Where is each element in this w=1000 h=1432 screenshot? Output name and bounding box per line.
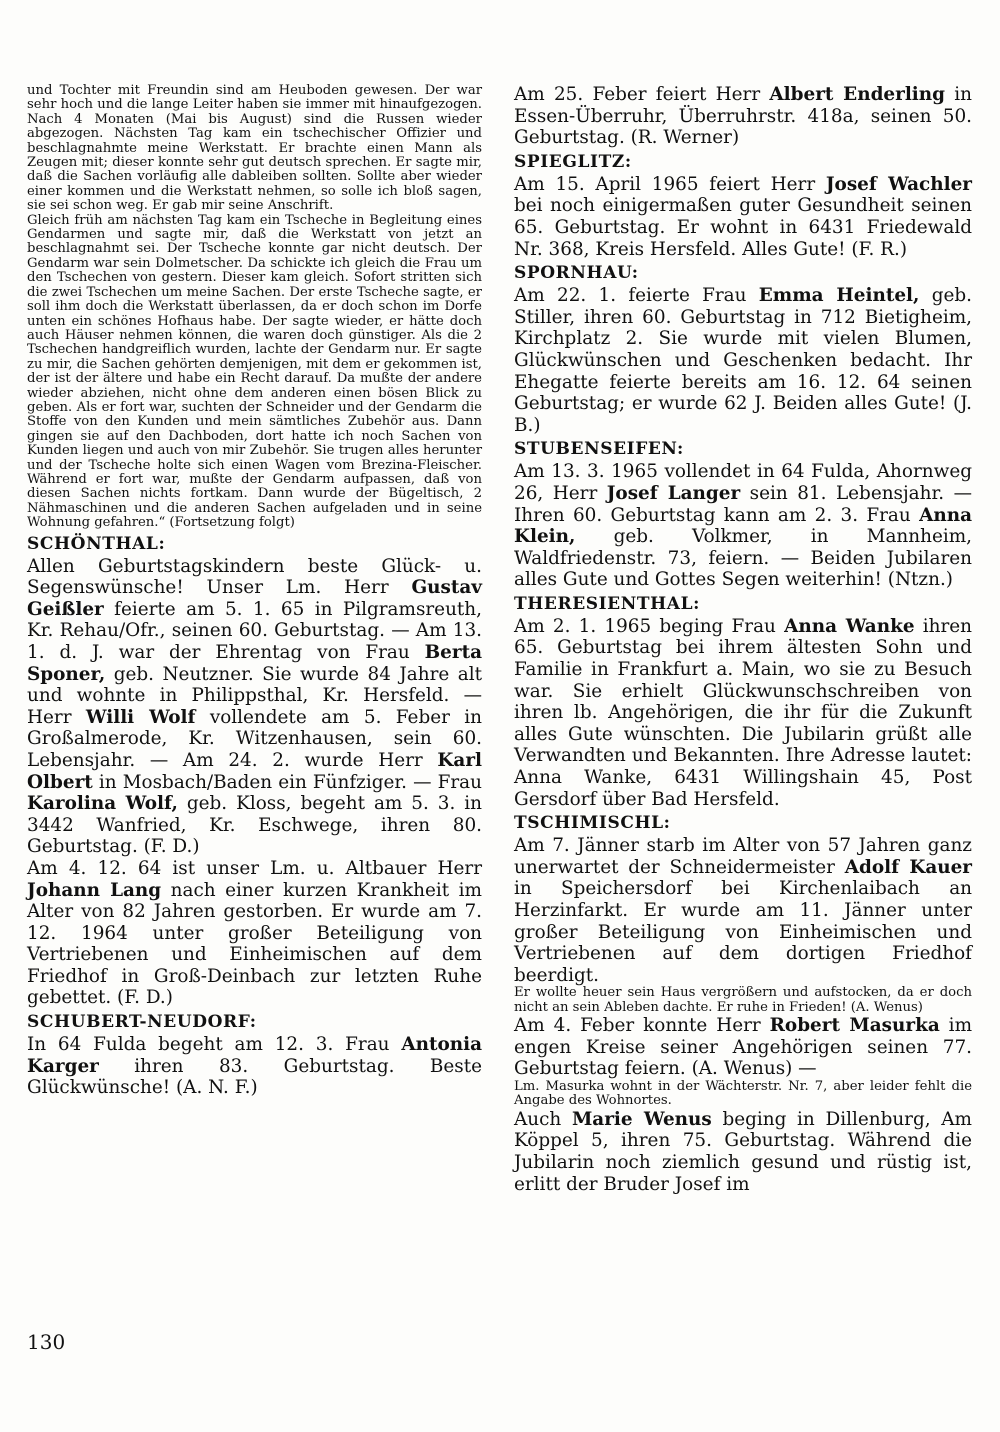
person-name: Karl Olbert xyxy=(27,749,482,793)
person-name: Adolf Kauer xyxy=(844,856,972,878)
text-run: geb. Stiller, ihren 60. Geburtstag in 712 Bietigheim, Kirchplatz 2. Sie wurde mit vielen Blumen, Glückwünschen und Geschenken bedacht. Ihr Ehegatte feierte bereits am 16. 12. 64 seinen Geburtstag; er wurde 62 J. Beiden alles Gute! (J. B.) xyxy=(514,285,972,436)
text-run: in Speichersdorf bei Kirchenlaibach an Herzinfarkt. Er wurde am 11. Jänner unter großer Beteiligung von Einheimischen und Vertriebenen auf dem dortigen Friedhof beerdigt. xyxy=(514,878,972,986)
person-name: Antonia Karger xyxy=(27,1034,482,1077)
text-run: geb. Volkmer, in Mannheim, Waldfriedenstr. 73, feiern. — Beiden Jubilaren alles Gute und Gottes Segen weiterhin! (Ntzn.) xyxy=(514,526,972,591)
text-run: nach einer kurzen Krankheit im Alter von 82 Jahren gestorben. Er wurde am 7. 12. 1964 unter großer Beteiligung von Vertriebenen und Einheimischen auf dem Friedhof in Groß-Deinbach zur letzten Ruhe gebettet. (F. D.) xyxy=(27,879,482,1009)
narrative-paragraph-2: Gleich früh am nächsten Tag kam ein Tscheche in Begleitung eines Gendarmen und sagte mir, daß die Werkstatt von jetzt an beschlagnahmt sei. Der Tscheche konnte gar nicht deutsch. Der Gendarm war sein Dolmetscher. Da schickte ich gleich die Frau um den Tschechen von gestern. Dieser kam gleich. Sofort stritten sich die zwei Tschechen um meine Sachen. Der erste Tscheche sagte, er soll ihm doch die Werkstatt überlassen, da er doch schon im Dorfe unten ein schönes Hofhaus habe. Der sagte wieder, er hätte doch auch Häuser nehmen können, die waren doch günstiger. Als die 2 Tschechen handgreiflich wurden, lachte der Gendarm nur. Er sagte zu mir, die Sachen gehörten demjenigen, mit dem er gekommen ist, der ist der ältere und habe ein Recht darauf. Da mußte der andere wieder abziehen, nicht ohne dem anderen einen bösen Blick zu geben. Als er fort war, suchten der Schneider und der Gendarm die Stoffe von den Kunden und mein sämtliches Zubehör aus. Dann gingen sie auf den Dachboden, dort hatte ich noch Sachen von Kunden liegen und auch von mir Zubehör. Sie trugen alles herunter und der Tscheche holte sich einen Wagen vom Brezina-Fleischer. Während er fort war, mußte der Gendarm aufpassen, daß von diesen Sachen nichts fortkam. Dann wurde der Bügeltisch, 2 Nähmaschinen und die anderen Sachen aufgeladen und in seine Wohnung gefahren.“ (Fortsetzung folgt) xyxy=(27,212,482,531)
text-run: Am 4. Feber konnte Herr xyxy=(514,1015,770,1037)
text-run: Am 4. 12. 64 ist unser Lm. u. Altbauer Herr xyxy=(27,857,482,879)
text-run: Am 7. Jänner starb im Alter von 57 Jahren ganz unerwartet der Schneidermeister xyxy=(514,835,972,878)
tschimischl-paragraph-3 xyxy=(514,1109,972,1195)
schoenthal-paragraph-1 xyxy=(27,556,482,858)
section-heading-schubert-neudorf: SCHUBERT-NEUDORF: xyxy=(27,1012,257,1033)
text-run: Auch xyxy=(514,1108,572,1130)
tschimischl-paragraph-2 xyxy=(514,1015,972,1080)
page-number: 130 xyxy=(27,1330,66,1354)
text-run: Allen Geburtstagskindern beste Glück- u. Segenswünsche! Unser Lm. Herr xyxy=(27,555,482,599)
tschimischl-paragraph-1 xyxy=(514,835,972,986)
stubenseifen-paragraph-1 xyxy=(514,461,972,591)
text-run: vollendete am 5. Feber in Großalmerode, Kr. Witzenhausen, sein 60. Lebensjahr. — Am 24. 2. wurde Herr xyxy=(27,706,483,771)
person-name: Marie Wenus xyxy=(571,1108,712,1130)
person-name: Gustav Geißler xyxy=(27,577,482,620)
text-run: in Essen-Überruhr, Überruhrstr. 418a, seinen 50. Geburtstag. (R. Werner) xyxy=(514,84,972,149)
left-column xyxy=(27,84,482,1099)
text-run: ihren 65. Geburtstag bei ihrem ältesten Sohn und Familie in Frankfurt a. Main, wo sie zu Besuch war. Sie erhielt Glückwunschschreiben von ihren lb. Angehörigen, die ihr für die Zukunft alles Gute wünschten. Die Jubilarin grüßt alle Verwandten und Bekannten. Ihre Adresse lautet: Anna Wanke, 6431 Willingshain 45, Post Gersdorf über Bad Hersfeld. xyxy=(514,615,972,810)
section-heading-spornhau: SPORNHAU: xyxy=(514,263,639,284)
text-run: In 64 Fulda begeht am 12. 3. Frau xyxy=(27,1034,402,1056)
person-name: Robert Masurka xyxy=(769,1015,940,1037)
text-run: ihren 83. Geburtstag. Beste Glückwünsche! (A. N. F.) xyxy=(27,1055,482,1099)
narrative-paragraph-1: und Tochter mit Freundin sind am Heuboden gewesen. Der war sehr hoch und die lange Leiter haben sie immer mit hinaufgezogen. Nach 4 Monaten (Mai bis August) sind die Russen wieder abgezogen. Nächsten Tag kam ein tschechischer Offizier und beschlagnahmte meine Werkstatt. Er brachte einen Mann als Zeugen mit; dieser konnte sehr gut deutsch sprechen. Er sagte mir, daß die Sachen vorläufig alle dableiben sollten. Sollte aber wieder einer kommen und die Werkstatt nehmen, so solle ich bloß sagen, sie sei schon weg. Er gab mir seine Anschrift. xyxy=(27,83,482,214)
tschimischl-note-2: Lm. Masurka wohnt in der Wächterstr. Nr. 7, aber leider fehlt die Angabe des Wohnortes. xyxy=(514,1078,972,1109)
text-run: bei noch einigermaßen guter Gesundheit seinen 65. Geburtstag. Er wohnt in 6431 Friedewald Nr. 368, Kreis Hersfeld. Alles Gute! (F. R.) xyxy=(514,195,972,260)
schoenthal-paragraph-2 xyxy=(27,858,482,1009)
section-heading-spieglitz: SPIEGLITZ: xyxy=(514,151,632,172)
section-heading-tschimischl: TSCHIMISCHL: xyxy=(514,813,671,834)
person-name: Josef Langer xyxy=(606,482,741,504)
text-run: Am 13. 3. 1965 vollendet in 64 Fulda, Ahornweg 26, Herr xyxy=(514,461,972,504)
person-name: Johann Lang xyxy=(27,879,162,901)
text-run: geb. Kloss, begeht am 5. 3. in 3442 Wanfried, Kr. Eschwege, ihren 80. Geburtstag. (F. D.) xyxy=(27,793,482,858)
text-run: geb. Neutzner. Sie wurde 84 Jahre alt und wohnte in Philippsthal, Kr. Hersfeld. — Herr xyxy=(27,663,482,728)
person-name: Albert Enderling xyxy=(769,84,946,105)
text-run: Am 22. 1. feierte Frau xyxy=(514,285,759,307)
text-run: Am 2. 1. 1965 beging Frau xyxy=(514,615,785,637)
person-name: Willi Wolf xyxy=(85,706,196,728)
spornhau-paragraph-1 xyxy=(514,285,972,436)
text-run: sein 81. Lebensjahr. — Ihren 60. Geburtstag kann am 2. 3. Frau xyxy=(514,482,972,526)
person-name: Anna Wanke xyxy=(784,615,915,637)
theresienthal-paragraph-1 xyxy=(514,616,972,810)
text-run: Am 25. Feber feiert Herr xyxy=(514,84,770,105)
tschimischl-note-1: Er wollte heuer sein Haus vergrößern und aufstocken, da er doch nicht an sein Ableben dachte. Er ruhe in Frieden! (A. Wenus) xyxy=(514,985,972,1015)
text-run: feierte am 5. 1. 65 in Pilgramsreuth, Kr. Rehau/Ofr., seinen 60. Geburtstag. — Am 13. 1. d. J. war der Ehrentag von Frau xyxy=(27,598,482,663)
person-name: Emma Heintel, xyxy=(758,285,920,307)
section-heading-schoenthal: SCHÖNTHAL: xyxy=(27,533,166,554)
intro-paragraph xyxy=(514,84,972,149)
text-run: in Mosbach/Baden ein Fünfziger. — Frau xyxy=(92,771,482,793)
section-heading-theresienthal: THERESIENTHAL: xyxy=(514,593,701,614)
person-name: Josef Wachler xyxy=(825,173,972,195)
text-run: im engen Kreise seiner Angehörigen seinen 77. Geburtstag feiern. (A. Wenus) — xyxy=(514,1015,973,1080)
right-column xyxy=(514,84,972,1195)
person-name: Karolina Wolf, xyxy=(27,793,178,815)
schubert-paragraph-1 xyxy=(27,1034,482,1099)
text-run: beging in Dillenburg, Am Köppel 5, ihren 75. Geburtstag. Während die Jubilarin noch ziemlich gesund und rüstig ist, erlitt der Bruder Josef im xyxy=(514,1108,972,1195)
spieglitz-paragraph-1 xyxy=(514,174,972,260)
text-run: Am 15. April 1965 feiert Herr xyxy=(514,173,826,195)
person-name: Anna Klein, xyxy=(514,504,972,548)
section-heading-stubenseifen: STUBENSEIFEN: xyxy=(514,439,684,460)
person-name: Berta Sponer, xyxy=(27,641,482,685)
